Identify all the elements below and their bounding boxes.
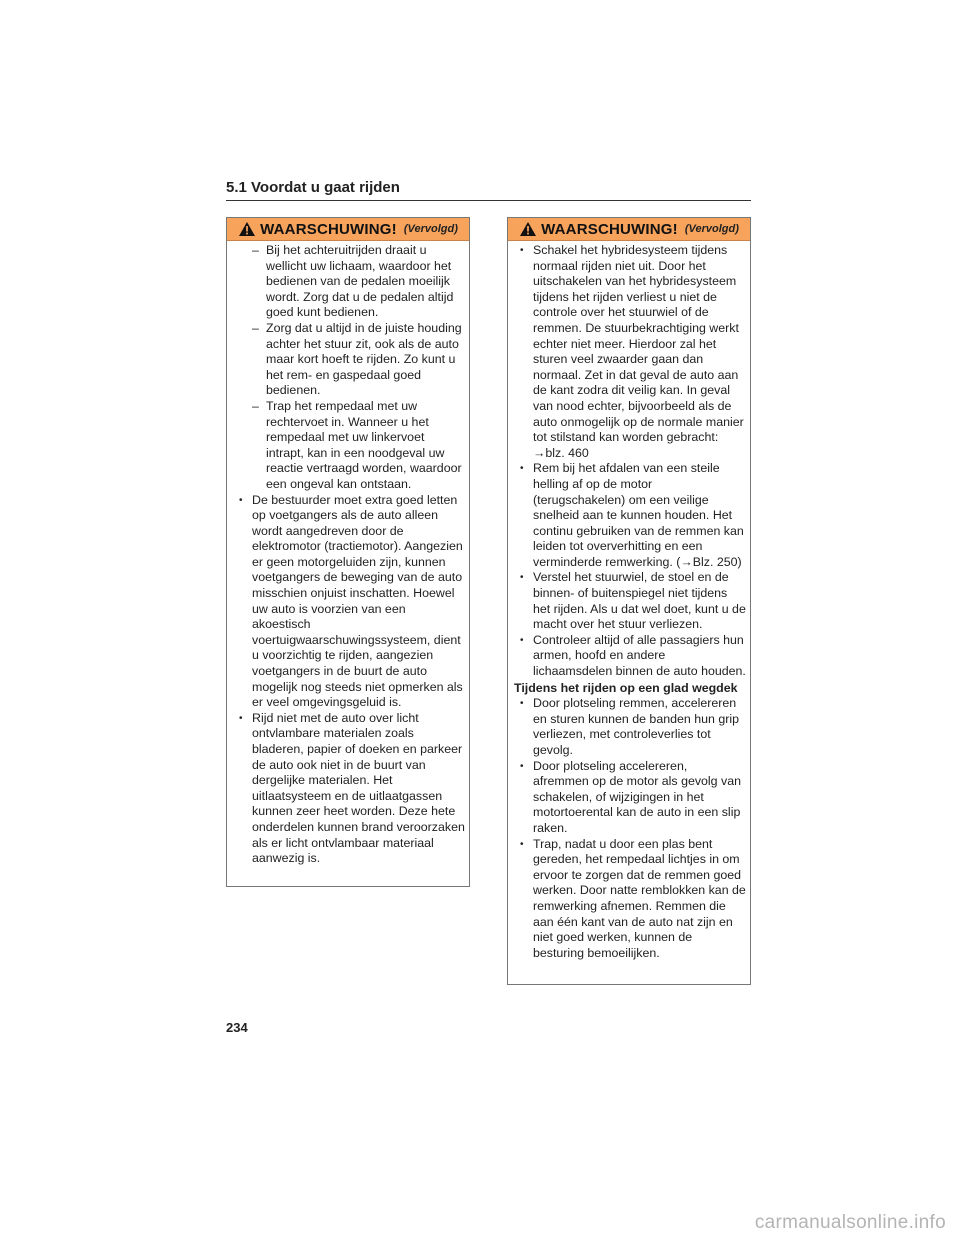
- warning-body: [508, 241, 750, 967]
- warning-title: WAARSCHUWING!: [260, 220, 397, 238]
- list-item: • Door plotseling remmen, accelereren en sturen kunnen de banden hun grip verliezen, met controleverlies tot gevolg.: [518, 696, 746, 758]
- list-item: – Zorg dat u altijd in de juiste houding achter het stuur zit, ook als de auto maar kort hoeft te rijden. Zo kunt u het rem- en gaspedaal goed bedienen.: [237, 321, 465, 399]
- list-item: • Rem bij het afdalen van een steile helling af op de motor (terugschakelen) om een veilige snelheid aan te kunnen houden. Het continu gebruiken van de remmen kan leiden tot oververhitting en een verminderde remwerking. (→Blz. 250): [518, 461, 746, 570]
- warning-header: [227, 218, 469, 241]
- warning-header: [508, 218, 750, 241]
- list-item: – Trap het rempedaal met uw rechtervoet in. Wanneer u het rempedaal met uw linkervoet intrapt, kan in een noodgeval uw reactie vertraagd worden, waardoor een ongeval kan ontstaan.: [237, 399, 465, 493]
- list-item: • Schakel het hybridesysteem tijdens normaal rijden niet uit. Door het uitschakelen van het hybridesysteem tijdens het rijden verliest u niet de controle over het stuurwiel of de remmen. De stuurbekrachtiging werkt echter niet meer. Hierdoor zal het sturen veel zwaarder gaan dan normaal. Zet in dat geval de auto aan de kant zodra dit veilig kan. In geval van nood echter, bijvoorbeeld als de auto onmogelijk op de normale manier tot stilstand kan worden gebracht: →blz. 460: [518, 243, 746, 461]
- section-header: [226, 178, 751, 201]
- subheading: Tijdens het rijden op een glad wegdek: [514, 680, 738, 695]
- warning-triangle-icon: [519, 221, 537, 237]
- list-item: • Verstel het stuurwiel, de stoel en de binnen- of buitenspiegel niet tijdens het rijden. Als u dat wel doet, kunt u de macht over het stuur verliezen.: [518, 570, 746, 632]
- list-item: • Door plotseling accelereren, afremmen op de motor als gevolg van schakelen, of wijzigingen in het motortoerental kan de auto in een slip raken.: [518, 759, 746, 837]
- continued-label: (Vervolgd): [403, 223, 458, 235]
- page-number: 234: [226, 1020, 248, 1035]
- list-item: • Trap, nadat u door een plas bent gereden, het rempedaal lichtjes in om ervoor te zorgen dat de remmen goed werken. Door natte remblokken kan de remwerking afnemen. Remmen die aan één kant van de auto nat zijn en niet goed werken, kunnen de besturing bemoeilijken.: [518, 837, 746, 962]
- warning-box-left: [226, 217, 470, 887]
- section-title: 5.1 Voordat u gaat rijden: [226, 179, 400, 196]
- warning-triangle-icon: [238, 221, 256, 237]
- warning-body: [227, 241, 469, 873]
- list-item: – Bij het achteruitrijden draait u wellicht uw lichaam, waardoor het bedienen van de pedalen moeilijk wordt. Zorg dat u de pedalen altijd goed kunt bedienen.: [237, 243, 465, 321]
- continued-label: (Vervolgd): [684, 223, 739, 235]
- watermark: carmanualsonline.info: [754, 1212, 946, 1233]
- list-item: • Controleer altijd of alle passagiers hun armen, hoofd en andere lichaamsdelen binnen de auto houden.: [518, 633, 746, 680]
- list-item: • De bestuurder moet extra goed letten op voetgangers als de auto alleen wordt aangedreven door de elektromotor (tractiemotor). Aangezien er geen motorgeluiden zijn, kunnen voetgangers de beweging van de auto misschien onjuist inschatten. Hoewel uw auto is voorzien van een akoestisch voertuigwaarschuwingssysteem, dient u voorzichtig te rijden, aangezien voetgangers in de buurt de auto mogelijk nog steeds niet opmerken als er veel omgevingsgeluid is.: [237, 493, 465, 711]
- warning-box-right: [507, 217, 751, 985]
- list-item: • Rijd niet met de auto over licht ontvlambare materialen zoals bladeren, papier of doeken en parkeer de auto ook niet in de buurt van dergelijke materialen. Het uitlaatsysteem en de uitlaatgassen kunnen zeer heet worden. Deze hete onderdelen kunnen brand veroorzaken als er licht ontvlambaar materiaal aanwezig is.: [237, 711, 465, 867]
- warning-title: WAARSCHUWING!: [541, 220, 678, 238]
